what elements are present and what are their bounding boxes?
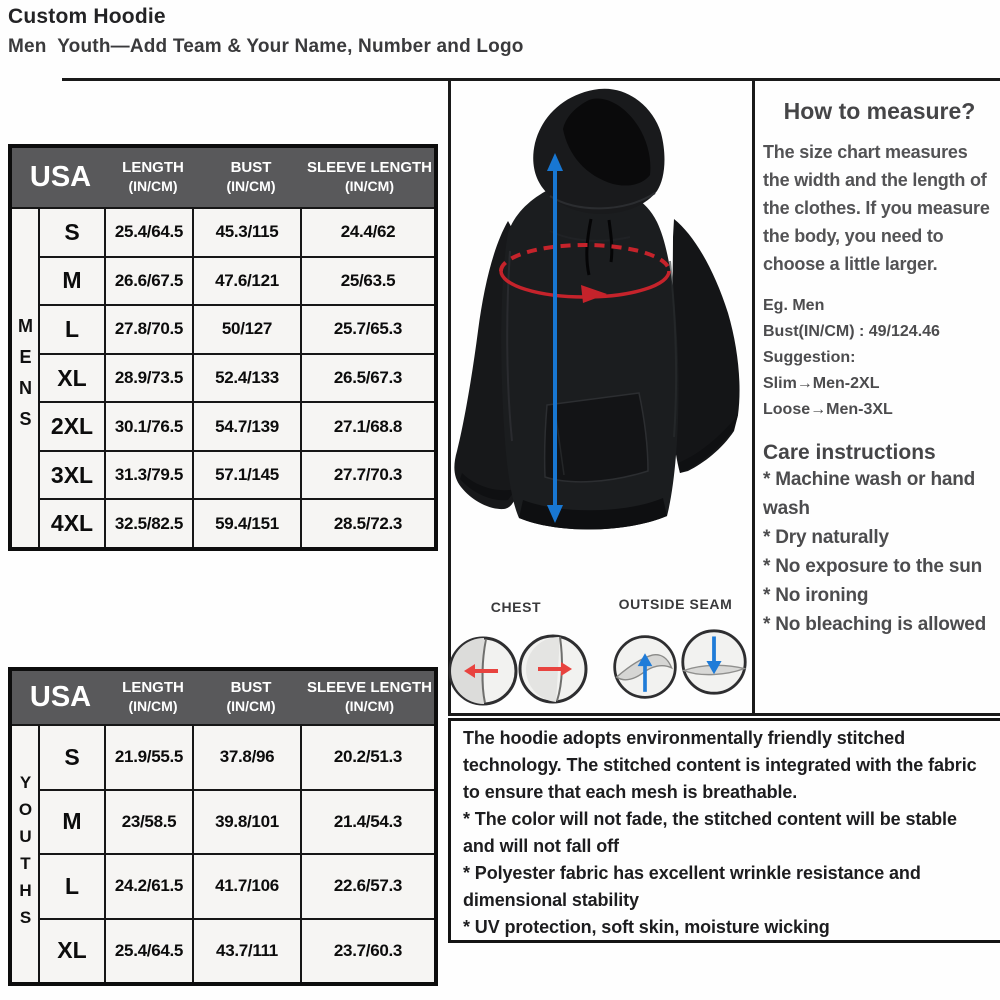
measure-length-down-icon [679, 627, 749, 697]
bust-cell: 47.6/121 [194, 258, 302, 305]
table-row [40, 450, 434, 499]
measure-heading: How to measure? [783, 98, 976, 124]
column-header-length [109, 159, 197, 195]
sleeve-cell: 28.5/72.3 [333, 513, 403, 533]
care-instructions [763, 441, 996, 639]
column-header-sleeve-label: SLEEVE LENGTH [306, 159, 433, 177]
length-cell: 31.3/79.5 [106, 452, 194, 499]
size-cell: XL [40, 920, 106, 983]
column-header-sleeve [305, 679, 434, 715]
product-description [448, 718, 1000, 943]
size-cell: L [40, 855, 106, 918]
length-cell: 26.6/67.5 [106, 258, 194, 305]
sleeve-cell: 23.7/60.3 [333, 940, 403, 960]
size-cell: L [40, 306, 106, 353]
outside-seam-label: OUTSIDE SEAM [618, 596, 733, 612]
hoodie-photo [450, 81, 752, 546]
bust-cell: 45.3/115 [194, 209, 302, 256]
bust-cell: 43.7/111 [194, 920, 302, 983]
column-header-bust [197, 679, 305, 715]
youths-rows [40, 726, 434, 982]
bust-cell: 50/127 [194, 306, 302, 353]
sleeve-cell: 20.2/51.3 [333, 747, 403, 767]
column-header-length-unit: (IN/CM) [128, 698, 178, 715]
bust-cell: 37.8/96 [194, 726, 302, 789]
mens-size-table [8, 144, 438, 551]
size-cell: M [40, 791, 106, 854]
column-header-bust-unit: (IN/CM) [226, 698, 276, 715]
table-row [40, 789, 434, 854]
length-cell: 30.1/76.5 [106, 403, 194, 450]
bust-cell: 41.7/106 [194, 855, 302, 918]
size-cell: 3XL [40, 452, 106, 499]
bust-cell: 54.7/139 [194, 403, 302, 450]
hoodie-pocket [545, 393, 648, 482]
care-item: * Dry naturally [763, 527, 889, 548]
table-row [40, 304, 434, 353]
column-header-length-label: LENGTH [122, 159, 184, 177]
care-heading: Care instructions [763, 441, 936, 464]
table-row [40, 209, 434, 256]
column-header-length [109, 679, 197, 715]
measure-example [763, 293, 996, 423]
example-line: Slim→Men-2XL [763, 375, 880, 392]
youths-group-label-text: YOUTHS [16, 773, 35, 935]
table-row [40, 726, 434, 789]
description-line: The hoodie adopts environmentally friendly stitched technology. The stitched content is integrated with the fabric to ensure that each mesh is breathable. [463, 728, 977, 802]
bust-cell: 52.4/133 [194, 355, 302, 402]
column-header-sleeve-unit: (IN/CM) [345, 178, 394, 195]
table-row [40, 853, 434, 918]
page-title: Custom Hoodie [8, 5, 166, 28]
youths-table-body [12, 724, 434, 982]
column-header-length-label: LENGTH [122, 679, 184, 697]
description-line: * Polyester fabric has excellent wrinkle resistance and dimensional stability [463, 863, 921, 910]
middle-divider [448, 713, 1000, 716]
column-header-usa: USA [29, 681, 92, 713]
bust-cell: 57.1/145 [194, 452, 302, 499]
mens-table-body [12, 207, 434, 547]
sleeve-cell: 22.6/57.3 [333, 876, 403, 896]
sleeve-cell: 26.5/67.3 [333, 368, 403, 388]
column-header-bust [197, 159, 305, 195]
table-row [40, 353, 434, 402]
sleeve-cell: 27.7/70.3 [333, 465, 403, 485]
size-cell: 4XL [40, 500, 106, 547]
size-cell: XL [40, 355, 106, 402]
mens-group-label [12, 209, 40, 547]
page-subtitle: Men Youth—Add Team & Your Name, Number and Logo [8, 36, 524, 57]
length-cell: 32.5/82.5 [106, 500, 194, 547]
size-cell: 2XL [40, 403, 106, 450]
length-cell: 21.9/55.5 [106, 726, 194, 789]
bust-cell: 39.8/101 [194, 791, 302, 854]
measure-width-right-icon [516, 632, 590, 706]
size-cell: S [40, 726, 106, 789]
chest-label: CHEST [490, 599, 542, 615]
right-column-divider [752, 78, 755, 716]
sleeve-cell: 25.7/65.3 [333, 319, 403, 339]
column-header-usa: USA [29, 161, 92, 193]
size-cell: M [40, 258, 106, 305]
sleeve-cell: 25/63.5 [340, 270, 396, 290]
column-header-sleeve-unit: (IN/CM) [345, 698, 394, 715]
measure-length-up-icon [611, 633, 679, 701]
column-header-bust-unit: (IN/CM) [226, 178, 276, 195]
example-line: Eg. Men [763, 297, 825, 314]
care-item: * Machine wash or hand wash [763, 469, 976, 519]
table-row [40, 401, 434, 450]
length-cell: 24.2/61.5 [106, 855, 194, 918]
sleeve-cell: 24.4/62 [340, 222, 396, 242]
column-header-sleeve [305, 159, 434, 195]
length-cell: 23/58.5 [106, 791, 194, 854]
youths-table-header [12, 671, 434, 724]
care-item: * No exposure to the sun [763, 556, 983, 577]
length-cell: 25.4/64.5 [106, 209, 194, 256]
care-item: * No ironing [763, 585, 869, 606]
example-line: Loose→Men-3XL [763, 401, 893, 418]
youths-size-table [8, 667, 438, 986]
column-header-bust-label: BUST [230, 159, 272, 177]
table-row [40, 256, 434, 305]
example-line: Bust(IN/CM) : 49/124.46 [763, 323, 940, 340]
youths-group-label [12, 726, 40, 982]
hoodie-right-sleeve [671, 219, 740, 473]
mens-table-header [12, 148, 434, 207]
size-cell: S [40, 209, 106, 256]
column-header-length-unit: (IN/CM) [128, 178, 178, 195]
length-cell: 25.4/64.5 [106, 920, 194, 983]
mens-rows [40, 209, 434, 547]
measure-guide-panel [763, 90, 996, 639]
length-cell: 28.9/73.5 [106, 355, 194, 402]
description-line: * UV protection, soft skin, moisture wicking [463, 917, 830, 937]
care-item: * No bleaching is allowed [763, 614, 987, 635]
column-header-sleeve-label: SLEEVE LENGTH [306, 679, 433, 697]
column-header-bust-label: BUST [230, 679, 272, 697]
table-row [40, 918, 434, 983]
table-row [40, 498, 434, 547]
measure-width-left-icon [446, 634, 520, 708]
bust-cell: 59.4/151 [194, 500, 302, 547]
description-line: * The color will not fade, the stitched content will be stable and will not fall off [463, 809, 957, 856]
sleeve-cell: 27.1/68.8 [333, 416, 403, 436]
example-line: Suggestion: [763, 349, 856, 366]
mens-group-label-text: MENS [15, 316, 36, 440]
length-cell: 27.8/70.5 [106, 306, 194, 353]
sleeve-cell: 21.4/54.3 [333, 811, 403, 831]
measure-body-text: The size chart measures the width and the length of the clothes. If you measure the body, you need to choose a little larger. [763, 142, 990, 274]
